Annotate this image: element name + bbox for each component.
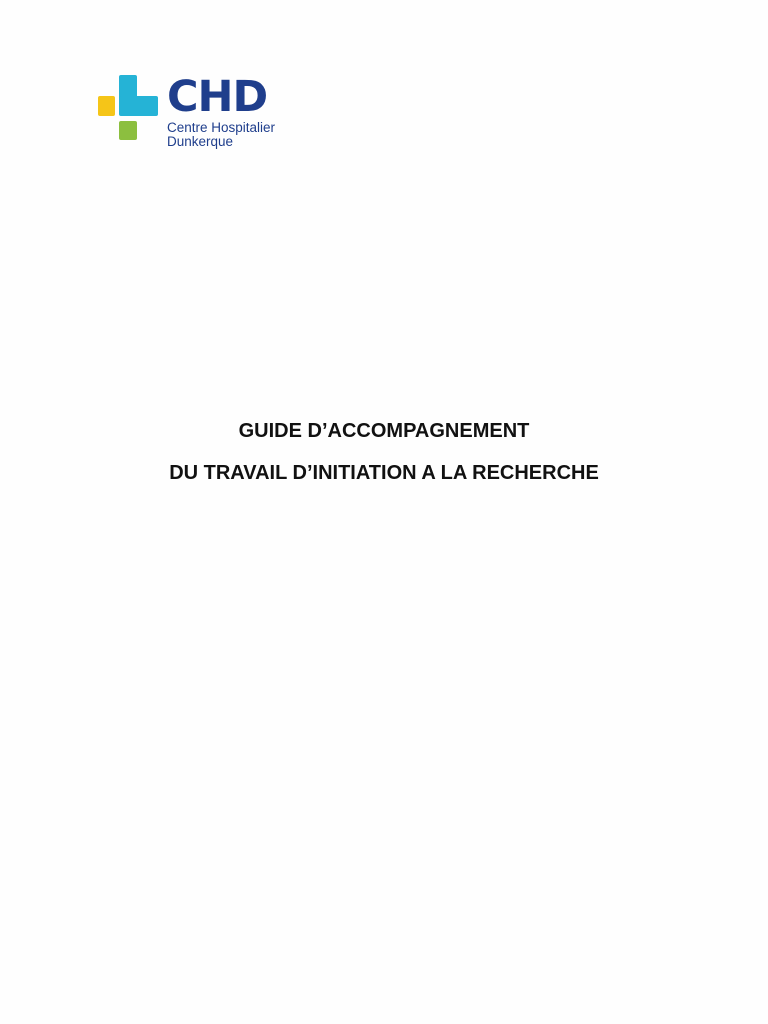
logo-subtitle-line-2: Dunkerque xyxy=(167,134,234,149)
logo-subtitle-line-1: Centre Hospitalier xyxy=(167,120,276,135)
chd-logo xyxy=(97,73,297,153)
logo-wordmark xyxy=(167,73,275,149)
document-title xyxy=(0,418,768,502)
logo-yellow-square xyxy=(98,96,115,116)
logo-cyan-horizontal xyxy=(119,96,158,116)
logo-green-square xyxy=(119,121,137,140)
medical-cross-icon xyxy=(97,73,161,145)
title-line-2: DU TRAVAIL D’INITIATION A LA RECHERCHE xyxy=(169,462,599,484)
title-line-1: GUIDE D’ACCOMPAGNEMENT xyxy=(238,420,530,442)
logo-abbreviation: CHD xyxy=(167,72,268,122)
